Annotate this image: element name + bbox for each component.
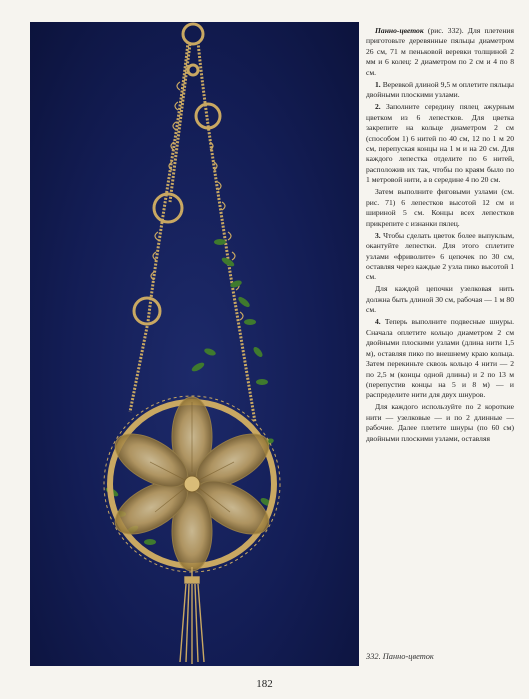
paragraph-petals: Затем выполните фиговыми узлами (см. рис. 71) 6 лепестков высотой 12 см и шириной 5 см. Концы всех лепестков прикрепите с изнанки пялец. xyxy=(366,187,514,228)
top-ring xyxy=(183,24,203,44)
figure-caption: 332. Панно-цветок xyxy=(366,652,434,661)
cord-rings xyxy=(134,65,220,324)
paragraph-step-2: 2. Заполните середину пялец ажурным цветком из 6 лепестков. Для цветка закрепите на кольце диаметром 2 см (способом 1) 6 нитей по 40 см, 12 по 1 м 20 см, перепуская концы на 1 м и на 20 см. Для каждого лепестка отделите по 6 нитей, расположив их так, чтобы по краям было по 1 метровой нити, а в середине 4 по 20 см. xyxy=(366,102,514,185)
paragraph-intro: Панно-цветок (рис. 332). Для плетения приготовьте деревянные пяльцы диаметром 26 см, 71 м пеньковой веревки толщиной 2 мм и 6 колец: 2 диаметром по 2 см и 4 по 8 см. xyxy=(366,26,514,77)
paragraph-step-3: 3. Чтобы сделать цветок более выпуклым, окантуйте лепестки. Для этого сплетите узлами «фриволите» 6 цепочек по 30 см, оставляя через каждые 2 узла пико высотой 1 см. xyxy=(366,230,514,282)
macrame-photo xyxy=(30,22,359,666)
hanging-cords xyxy=(130,42,255,422)
tassel xyxy=(180,567,204,664)
paragraph-chain: Для каждой цепочки узелковая нить должна быть длиной 30 см, рабочая — 1 м 80 см. xyxy=(366,284,514,315)
page-number: 182 xyxy=(256,678,273,690)
article-title: Панно-цветок xyxy=(375,26,424,35)
paragraph-cords: Для каждого используйте по 2 короткие нити — узелковые — и по 2 длинные — рабочие. Далее плетите шнуры (по 60 см) двойными плоскими узлами, оставляя xyxy=(366,402,514,443)
flower-panel-illustration xyxy=(30,22,359,666)
article-text xyxy=(366,26,514,446)
flower-center xyxy=(184,476,200,492)
paragraph-step-1: 1. Веревкой длиной 9,5 м оплетите пяльцы двойными плоскими узлами. xyxy=(366,79,514,100)
paragraph-step-4: 4. Теперь выполните подвесные шнуры. Сначала оплетите кольцо диаметром 2 см двойными плоскими узлами (длина нити 1,5 м), оставляя пико по внешнему краю кольца. Затем перекиньте сквозь кольцо 4 нити — 2 по 2,5 м (концы одной длины) и 2 по 13 м (перепустив концы на 5 и 8 м) — и распределите нити для двух шнуров. xyxy=(366,317,514,400)
